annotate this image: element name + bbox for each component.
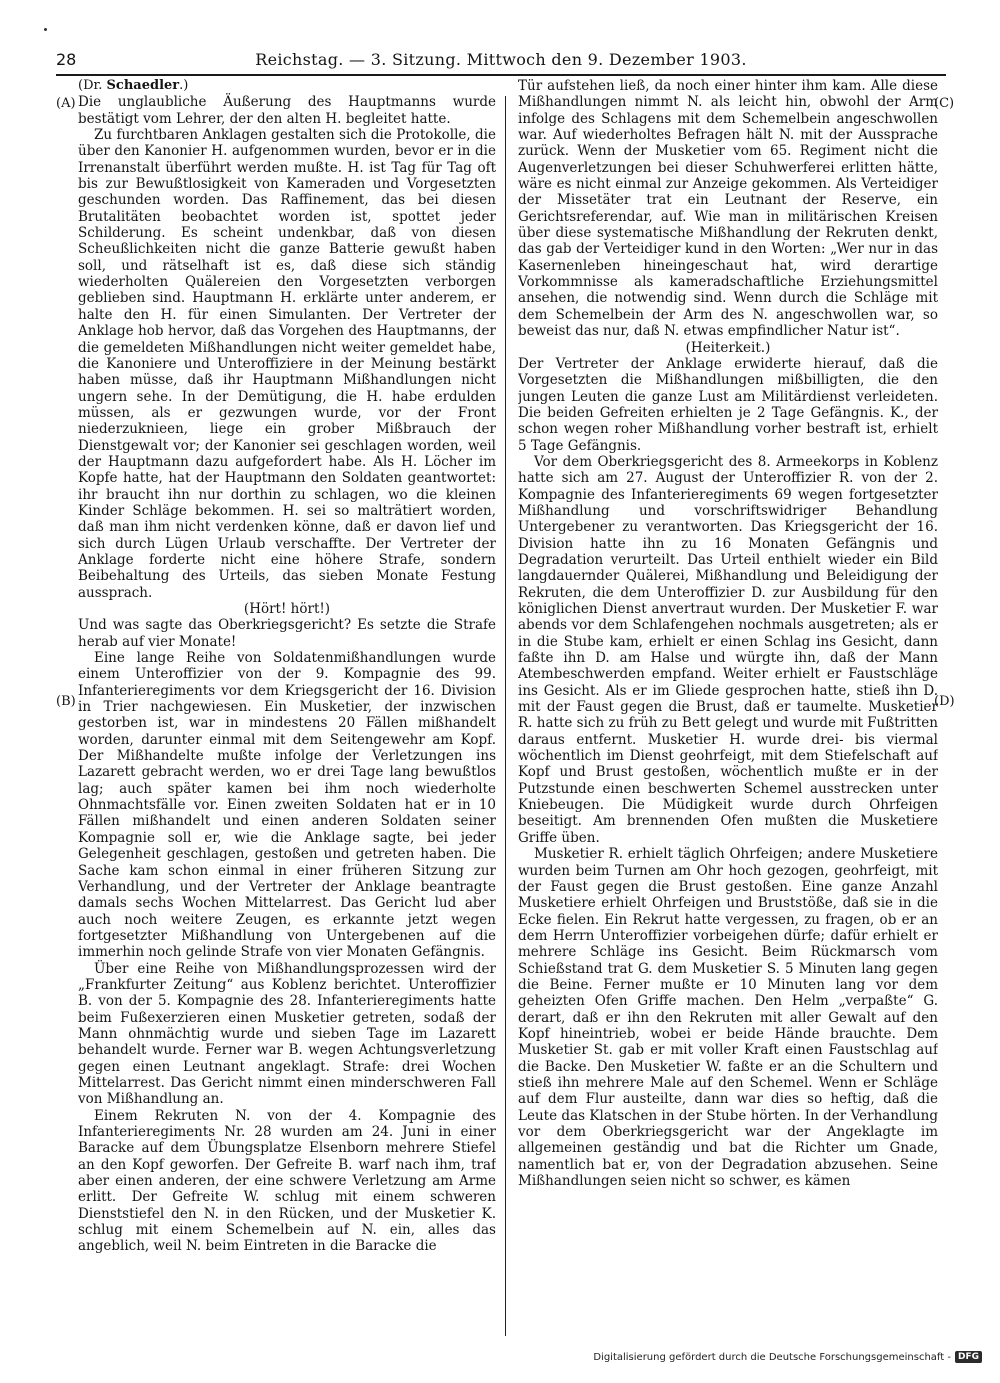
scan-speck (44, 28, 47, 31)
interjection: (Hört! hört!) (243, 601, 331, 617)
paragraph: Vor dem Oberkriegsgericht des 8. Armeekorps in Koblenz hatte sich am 27. August der Unteroffizier R. von der 2. Kompagnie des Infanterieregiments 69 wegen fortgesetzter Mißhandlung und vorschriftswidriger Behandlung Untergebener zu verantworten. Das Kriegsgericht der 16. Division hatte ihn zu 16 Monaten Gefängnis und Degradation verurteilt. Das Urteil enthielt wieder ein Bild langdauernder Quälerei, Mißhandlung und Beleidigung der Rekruten, die dem Unteroffizier D. zur Ausbildung für den königlichen Dienst anvertraut wurden. Der Musketier F. war abends vor dem Schlafengehen nochmals ausgetreten; als er in die Stube kam, erhielt er einen Schlag ins Gesicht, dann faßte ihn D. am Halse und würgte ihn, daß der Mann Atembeschwerden empfand. Weiter erhielt er Faustschläge ins Gesicht. Als er im Gliede gesprochen hatte, stieß ihn D. mit der Faust gegen die Brust, daß er taumelte. Musketier R. hatte sich zu früh zu Bett gelegt und wurde mit Fußtritten daraus entfernt. Musketier H. wurde drei- bis viermal wöchentlich im Dienst geohrfeigt, mit dem Stiefelschaft auf Kopf und Brust gestoßen, wöchentlich mußte er in der Putzstunde einen beschwerten Schemel ausstrecken unter Kniebeugen. Die Müdigkeit wurde durch Ohrfeigen beseitigt. Am brennenden Ofen mußten die Musketiere Griffe üben. (518, 453, 938, 846)
margin-marker-b: (B) (56, 694, 76, 709)
running-title: Reichstag. — 3. Sitzung. Mittwoch den 9. Dezember 1903. (255, 50, 747, 69)
paragraph: Eine lange Reihe von Soldatenmißhandlungen wurde einem Unteroffizier von der 9. Kompagnie des 99. Infanterieregiments vor dem Kriegsgericht der 16. Division in Trier nachgewiesen. Ein Musketier, der inzwischen gestorben ist, war in mindestens 20 Fällen mißhandelt worden, darunter einmal mit dem Seitengewehr am Kopf. Der Mißhandelte mußte infolge der Verletzungen ins Lazarett gebracht werden, wo er drei Tage lang bewußtlos lag; auch später kamen bei ihm noch wiederholte Ohnmachtsfälle vor. Einen zweiten Soldaten hat er in 10 Fällen mißhandelt und einen anderen Soldaten seiner Kompagnie soll er, wie die Anklage sagte, bei jeder Gelegenheit geschlagen, gestoßen und getreten haben. Die Sache kam schon einmal in einer früheren Sitzung zur Verhandlung, und der Vertreter der Anklage beantragte damals sechs Wochen Mittelarrest. Das Gericht lud aber auch noch weitere Zeugen, es erkannte jetzt wegen fortgesetzter Mißhandlung von Untergebenen auf die immerhin noch gelinde Strafe von vier Monaten Gefängnis. (78, 650, 496, 961)
speaker-name: Schaedler (106, 78, 180, 93)
page-number: 28 (56, 50, 77, 69)
margin-marker-d: (D) (934, 694, 955, 709)
paragraph: Die unglaubliche Äußerung des Hauptmanns wurde bestätigt vom Lehrer, der den alten H. begleitet hatte. (78, 94, 496, 127)
paragraph: Einem Rekruten N. von der 4. Kompagnie des Infanterieregiments Nr. 28 wurden am 24. Juni in einer Baracke auf dem Übungsplatze Elsenborn mehrere Stiefel an den Kopf geworfen. Der Gefreite B. warf nach ihm, traf aber einen anderen, der eine schwere Verletzung am Arme erlitt. Der Gefreite W. schlug mit einem schweren Dienststiefel den N. in den Rücken, und der Musketier K. schlug mit einem Schemelbein auf N. ein, alles das angeblich, weil N. beim Eintreten in die Baracke die (78, 1107, 496, 1255)
page-header (56, 48, 946, 76)
paragraph: Zu furchtbaren Anklagen gestalten sich die Protokolle, die über den Kanonier H. aufgenommen wurden, bevor er in die Irrenanstalt überführt werden mußte. H. ist Tag für Tag oft bis zur Bewußtlosigkeit von Kameraden und Vorgesetzten geschunden worden. Das Raffinement, das bei diesen Brutalitäten beobachtet worden ist, spottet jeder Schilderung. Es scheint undenkbar, daß von diesen Scheußlichkeiten nicht die ganze Batterie gewußt haben soll, und rätselhaft ist es, daß diese sich ständig wiederholten Quälereien den Vorgesetzten verborgen geblieben sind. Hauptmann H. erklärte unter anderem, er halte den H. für einen Simulanten. Der Vertreter der Anklage hob hervor, daß das Vorgehen des Hauptmanns, der die gemeldeten Mißhandlungen nicht weiter gemeldet habe, die Kanoniere und Unteroffiziere in der Meinung bestärkt haben müsse, daß ihr Hauptmann Mißhandlungen nicht ungern sehe. In der Demütigung, die H. habe erdulden müssen, als er gezwungen wurde, vor der Front niederzuknieen, liege ein grober Mißbrauch der Dienstgewalt vor; der Kanonier sei geschlagen worden, weil der Hauptmann dazu aufgefordert habe. Als H. Löcher im Kopfe hatte, hat der Hauptmann den Soldaten geantwortet: ihr braucht ihn nur dorthin zu schlagen, wo die kleinen Kinder Schläge bekommen. H. sei so malträtiert worden, daß man ihm nicht verdenken könne, daß er davon lief und sich durch Lügen Urlaub verschaffte. Der Vertreter der Anklage forderte nicht eine höhere Strafe, sondern Beibehaltung des Urteils, das sieben Monate Festung aussprach. (78, 127, 496, 601)
paragraph: Tür aufstehen ließ, da noch einer hinter ihm kam. Alle diese Mißhandlungen nimmt N. als leicht hin, obwohl der Arm infolge des Schlagens mit dem Schemelbein angeschwollen war. Auf wiederholtes Befragen hält N. mit der Aussprache zurück. Wenn der Musketier vom 65. Regiment nicht die Augenverletzungen bei dieser Schuhwerferei erlitten hätte, wäre es nicht einmal zur Anzeige gekommen. Als Verteidiger der Missetäter trat ein Leutnant der Reserve, ein Gerichtsreferendar, auf. Wie man in militärischen Kreisen über diese systematische Mißhandlung der Rekruten denkt, das gab der Verteidiger kund in den Worten: „Wer nur in das Kasernenleben hineingeschaut hat, wird derartige Vorkommnisse als kameradschaftliche Erziehungsmittel ansehen, die notwendig sind. Wenn durch die Schläge mit dem Schemelbein der Arm des N. angeschwollen war, so beweist das nur, daß N. etwas empfindlicher Natur ist“. (518, 78, 938, 340)
dfg-logo: DFG (955, 1351, 982, 1363)
right-column (518, 78, 938, 1334)
speaker-label: (Dr. Schaedler.) (78, 78, 189, 93)
margin-marker-c: (C) (934, 96, 955, 111)
interjection: (Heiterkeit.) (685, 339, 771, 356)
paragraph: Musketier R. erhielt täglich Ohrfeigen; andere Musketiere wurden beim Turnen am Ohr hoch gezogen, geohrfeigt, mit der Faust gegen die Brust gestoßen. Eine ganze Anzahl Musketiere erhielt Ohrfeigen und Bruststöße, daß sie in die Ecke fielen. Ein Rekrut hatte vergessen, zu fragen, ob er an dem Herrn Unteroffizier vorbeigehen dürfe; dafür erhielt er mehrere Schläge ins Gesicht. Beim Rückmarsch vom Schießstand trat G. dem Musketier S. 5 Minuten lang gegen die Beine. Ferner mußte er 10 Minuten lang vor dem geheizten Ofen Griffe machen. Den Helm „verpaßte“ G. derart, daß er ihn den Rekruten mit aller Gewalt auf den Kopf hineintrieb, wobei er beide Hände brauchte. Dem Musketier St. gab er mit voller Kraft einen Faustschlag auf die Backe. Den Musketier W. faßte er an die Schultern und stieß ihn mehrere Male auf den Schemel. Wenn er Schläge auf dem Flur austeilte, dann war dies so heftig, daß die Leute das Klatschen in der Stube hörten. In der Verhandlung vor dem Oberkriegsgericht war der Angeklagte im allgemeinen geständig und bat die Richter um Gnade, namentlich bat er, von der Degradation abzusehen. Seine Mißhandlungen seien nicht so schwer, es kämen (518, 846, 938, 1190)
paragraph: Und was sagte das Oberkriegsgericht? Es setzte die Strafe herab auf vier Monate! (78, 617, 496, 650)
paragraph: Der Vertreter der Anklage erwiderte hierauf, daß die Vorgesetzten die Mißhandlungen mißbilligten, die den jungen Leuten die ganze Lust am Militärdienst verleideten. Die beiden Gefreiten erhielten je 2 Tage Gefängnis. K., der schon wegen roher Mißhandlung vorher bestraft ist, erhielt 5 Tage Gefängnis. (518, 355, 938, 454)
text-columns (78, 78, 938, 1334)
digitization-credit (593, 1351, 982, 1363)
paragraph: Über eine Reihe von Mißhandlungsprozessen wird der „Frankfurter Zeitung“ aus Koblenz berichtet. Unteroffizier B. von der 5. Kompagnie des 28. Infanterieregiments hatte beim Fußexerzieren einen Musketier getreten, sodaß der Mann ohnmächtig wurde und sieben Tage im Lazarett behandelt wurde. Ferner war B. wegen Achtungsverletzung gegen einen Leutnant angeklagt. Strafe: drei Wochen Mittelarrest. Das Gericht nimmt einen minderschweren Fall von Mißhandlung an. (78, 960, 496, 1108)
margin-marker-a: (A) (56, 96, 76, 111)
left-column (78, 78, 496, 1334)
credit-text: Digitalisierung gefördert durch die Deutsche Forschungsgemeinschaft - (593, 1351, 951, 1363)
